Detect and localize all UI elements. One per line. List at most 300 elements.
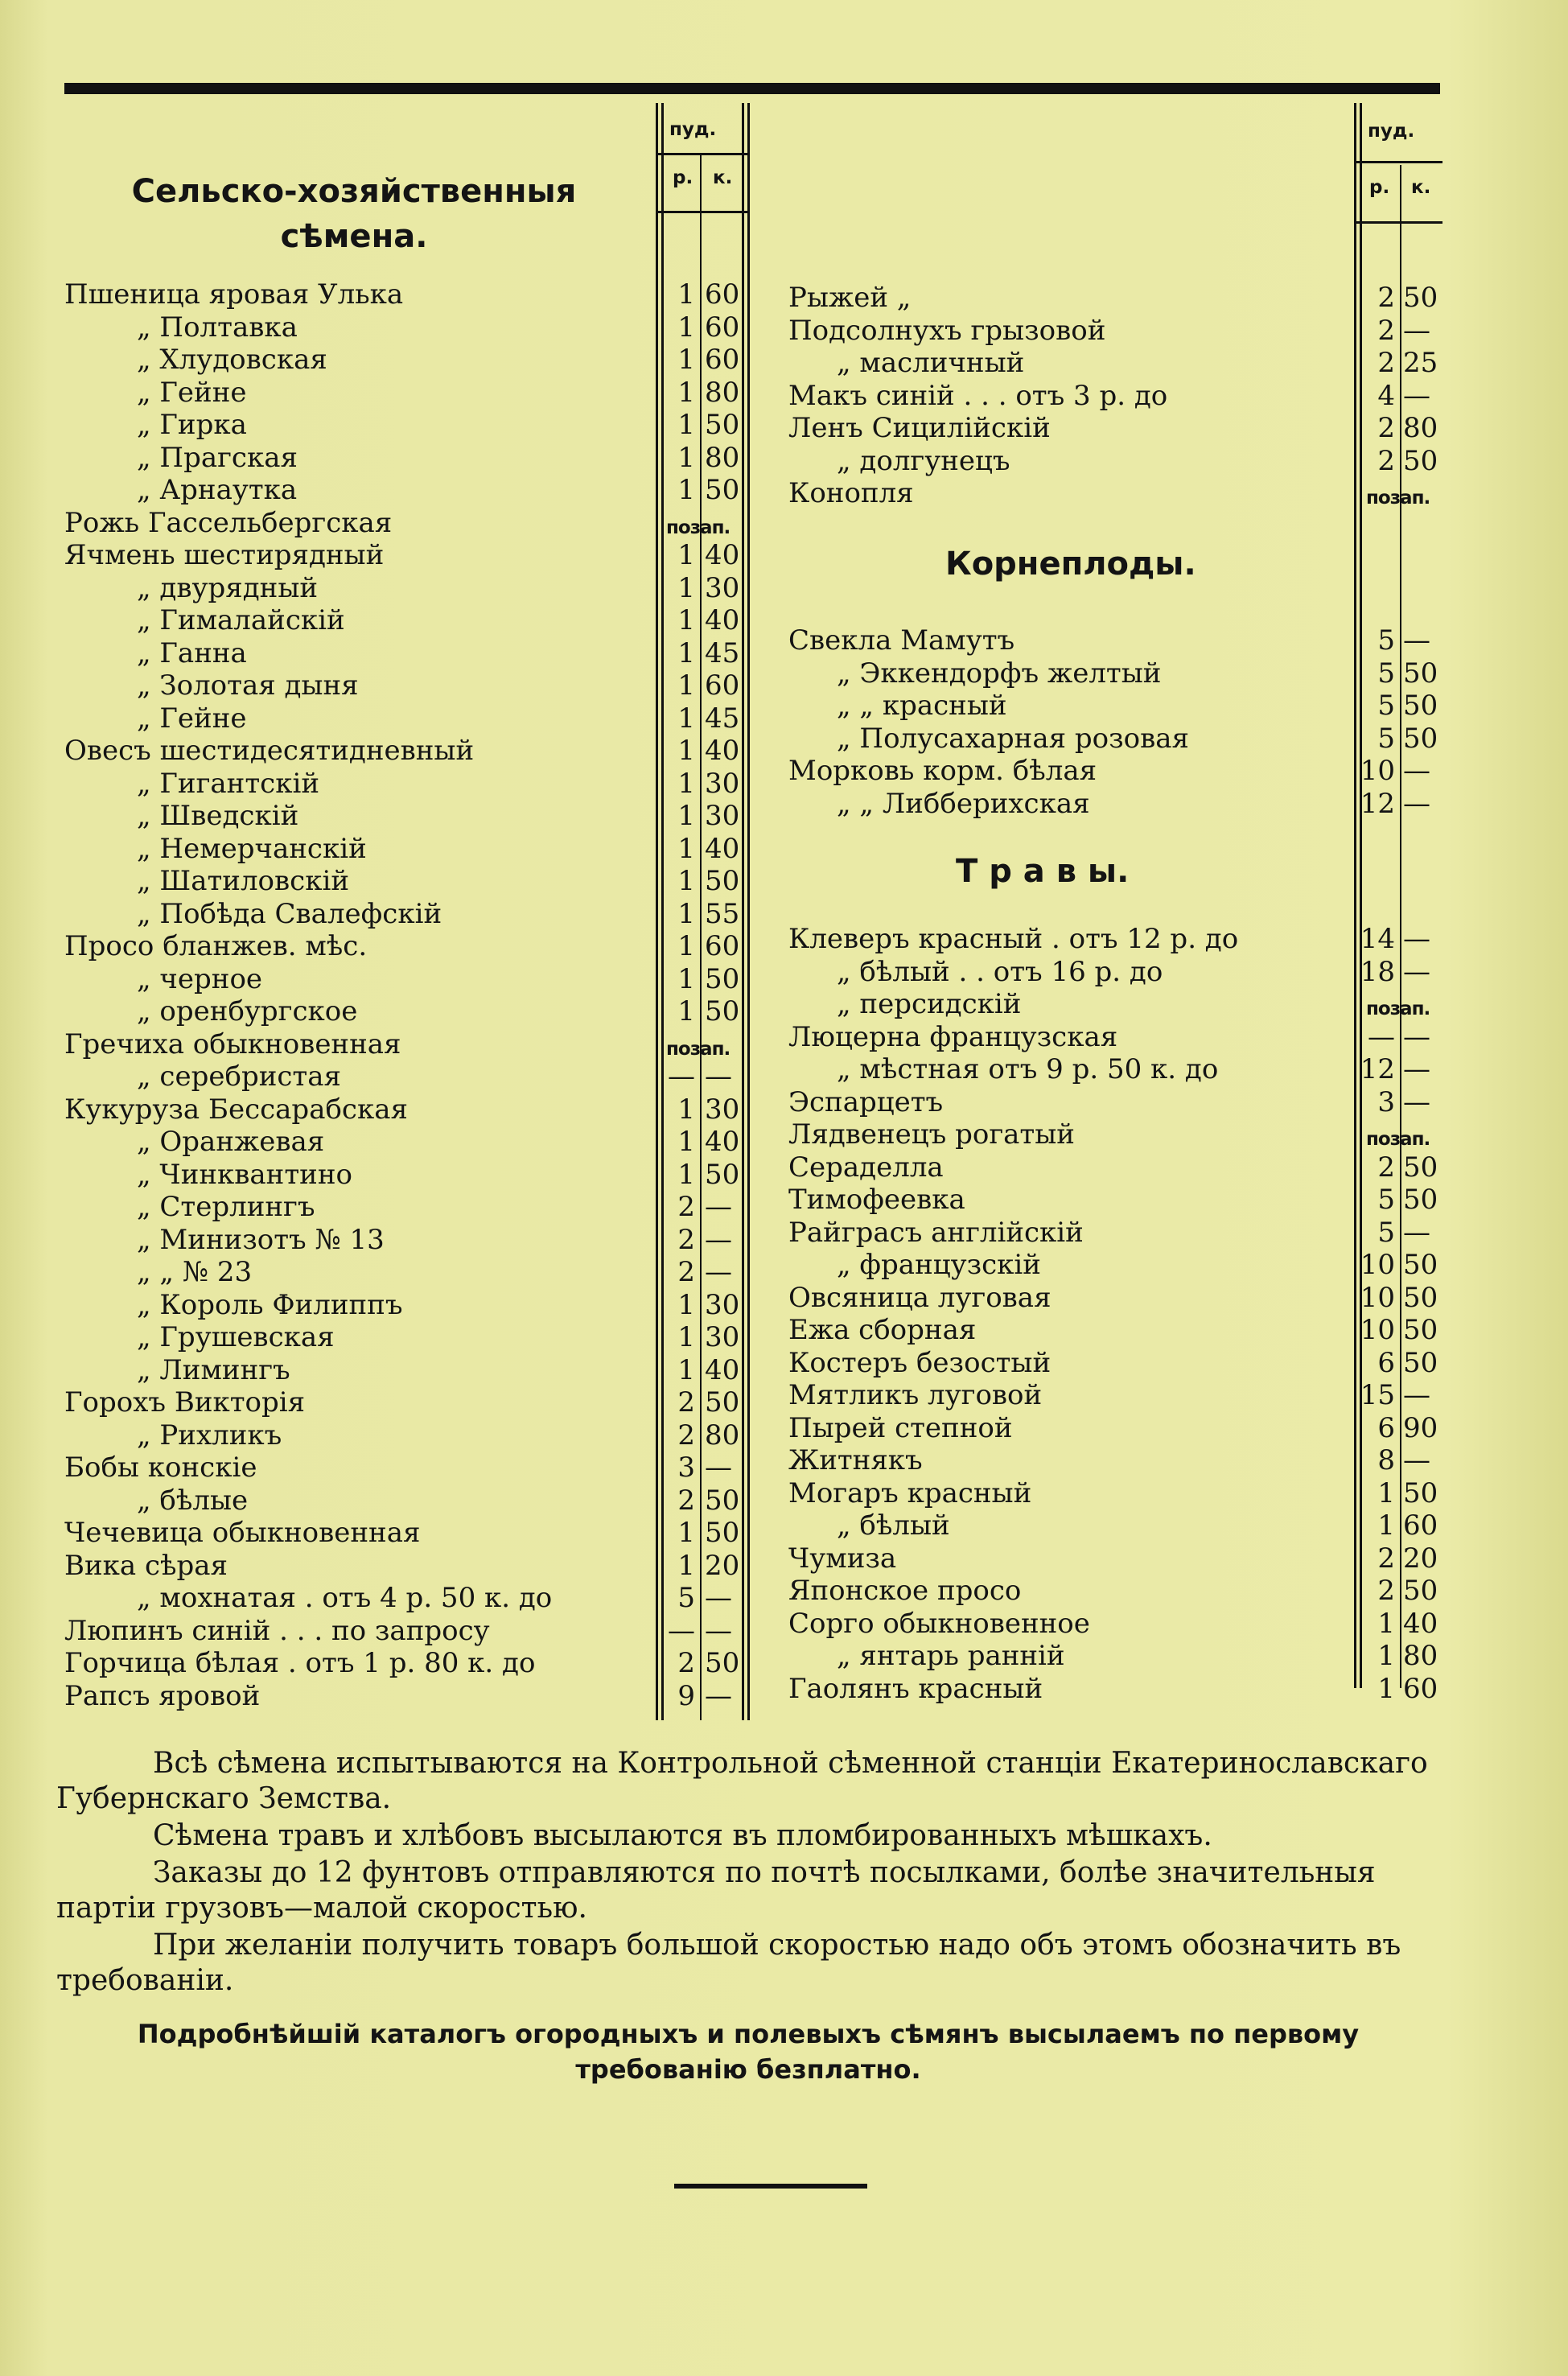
list-item bbox=[64, 637, 756, 670]
price-rubles: 2 bbox=[1377, 412, 1395, 444]
price-rubles: 5 bbox=[1377, 1184, 1395, 1216]
price-rubles: 1 bbox=[1377, 1476, 1395, 1509]
list-item bbox=[788, 1249, 1448, 1282]
price-rubles: 4 bbox=[1377, 379, 1395, 412]
list-item bbox=[788, 690, 1448, 723]
list-item bbox=[788, 347, 1448, 380]
list-item bbox=[64, 442, 756, 475]
item-name: „ „ Либберихская bbox=[837, 787, 1090, 820]
list-item bbox=[788, 282, 1448, 315]
price-kopecks: 50 bbox=[1403, 1151, 1438, 1184]
price-rubles: 1 bbox=[677, 344, 695, 376]
price-kopecks: 20 bbox=[1403, 1542, 1438, 1575]
price-on-request: позап. bbox=[1366, 1129, 1430, 1150]
price-kopecks: 80 bbox=[1403, 1640, 1438, 1672]
item-name: „ Шведскій bbox=[137, 800, 299, 832]
price-rubles: 1 bbox=[677, 767, 695, 800]
price-kopecks: 80 bbox=[1403, 412, 1438, 444]
item-name: Пшеница яровая Улька bbox=[64, 278, 404, 311]
item-name: Райграсъ англійскій bbox=[788, 1216, 1084, 1249]
list-item bbox=[788, 923, 1448, 956]
list-item bbox=[64, 995, 756, 1028]
list-item bbox=[64, 344, 756, 377]
list-item bbox=[64, 865, 756, 898]
price-kopecks: — bbox=[705, 1191, 732, 1223]
list-item bbox=[64, 735, 756, 768]
price-kopecks: 50 bbox=[1403, 444, 1438, 477]
price-rubles: 2 bbox=[677, 1223, 695, 1256]
item-name: Ежа сборная bbox=[788, 1314, 977, 1346]
price-rubles: — bbox=[668, 1060, 695, 1093]
price-kopecks: 50 bbox=[705, 995, 740, 1027]
price-kopecks: — bbox=[1403, 787, 1430, 820]
item-name: „ Стерлингъ bbox=[137, 1191, 315, 1223]
price-rubles: 1 bbox=[677, 962, 695, 995]
price-rubles: 8 bbox=[1377, 1444, 1395, 1476]
price-kopecks: — bbox=[1403, 1216, 1430, 1249]
item-name: Свекла Мамутъ bbox=[788, 624, 1015, 657]
item-name: „ бѣлый . . отъ 16 р. до bbox=[837, 955, 1163, 988]
price-rubles: 2 bbox=[1377, 444, 1395, 477]
right-price-list-roots bbox=[788, 624, 1448, 820]
list-item bbox=[64, 604, 756, 637]
item-name: „ французскій bbox=[837, 1249, 1041, 1281]
price-kopecks: 50 bbox=[705, 1484, 740, 1517]
item-name: Клеверъ красный . отъ 12 р. до bbox=[788, 923, 1239, 955]
list-item bbox=[64, 409, 756, 442]
list-item bbox=[64, 474, 756, 507]
price-kopecks: 45 bbox=[705, 636, 740, 669]
left-rub-header: р. bbox=[673, 167, 693, 188]
price-rubles: — bbox=[1368, 1020, 1395, 1053]
price-kopecks: 50 bbox=[705, 474, 740, 506]
list-item bbox=[788, 1640, 1448, 1673]
price-rubles: 1 bbox=[677, 1517, 695, 1549]
list-item bbox=[64, 1419, 756, 1452]
price-rubles: 1 bbox=[677, 832, 695, 865]
item-name: „ Золотая дыня bbox=[137, 669, 359, 702]
price-kopecks: — bbox=[705, 1582, 732, 1614]
price-kopecks: 40 bbox=[705, 604, 740, 636]
right-header-rule bbox=[1354, 161, 1442, 163]
price-kopecks: — bbox=[1403, 624, 1430, 657]
left-price-list bbox=[64, 278, 756, 1712]
item-name: „ „ № 23 bbox=[137, 1256, 253, 1288]
list-item bbox=[788, 1151, 1448, 1184]
list-item bbox=[788, 1542, 1448, 1575]
list-item bbox=[788, 1086, 1448, 1119]
price-rubles: 1 bbox=[1377, 1672, 1395, 1705]
price-kopecks: 50 bbox=[1403, 1476, 1438, 1509]
price-kopecks: 40 bbox=[705, 1126, 740, 1158]
list-item bbox=[64, 833, 756, 866]
list-item bbox=[788, 1118, 1448, 1151]
price-kopecks: 40 bbox=[705, 1353, 740, 1386]
price-rubles: 2 bbox=[1377, 347, 1395, 379]
item-name: „ Хлудовская bbox=[137, 344, 327, 376]
list-item bbox=[788, 788, 1448, 821]
item-name: Гаолянъ красный bbox=[788, 1672, 1043, 1705]
price-kopecks: 60 bbox=[705, 344, 740, 376]
list-item bbox=[788, 1379, 1448, 1412]
price-kopecks: 50 bbox=[1403, 657, 1438, 690]
list-item bbox=[788, 1053, 1448, 1086]
item-name: Рожь Гассельбергская bbox=[64, 506, 393, 539]
price-rubles: 3 bbox=[677, 1452, 695, 1484]
price-kopecks: 50 bbox=[705, 409, 740, 441]
price-rubles: 18 bbox=[1360, 955, 1395, 988]
item-name: „ Ганна bbox=[137, 636, 247, 669]
price-rubles: 1 bbox=[677, 376, 695, 409]
list-item bbox=[64, 898, 756, 931]
list-item bbox=[64, 507, 756, 540]
price-rubles: 1 bbox=[677, 1288, 695, 1321]
item-name: „ Гималайскій bbox=[137, 604, 345, 636]
note-2: Сѣмена травъ и хлѣбовъ высылаются въ пломбированныхъ мѣшкахъ. bbox=[153, 1819, 1212, 1852]
price-kopecks: 60 bbox=[705, 311, 740, 344]
price-kopecks: 30 bbox=[705, 1093, 740, 1126]
price-kopecks: — bbox=[705, 1060, 732, 1093]
item-name: „ оренбургское bbox=[137, 995, 358, 1027]
price-rubles: 1 bbox=[677, 1353, 695, 1386]
item-name: „ Арнаутка bbox=[137, 474, 298, 506]
item-name: Житнякъ bbox=[788, 1444, 923, 1476]
item-name: Конопля bbox=[788, 477, 914, 509]
price-kopecks: 50 bbox=[1403, 1281, 1438, 1314]
note-3: Заказы до 12 фунтовъ отправляются по почтѣ посылками, болѣе значительныя партіи грузовъ—малой скоростью. bbox=[56, 1856, 1376, 1925]
list-item bbox=[788, 1021, 1448, 1054]
price-kopecks: 50 bbox=[1403, 722, 1438, 755]
price-kopecks: — bbox=[705, 1223, 732, 1256]
left-unit-header: пуд. bbox=[669, 119, 717, 140]
list-item bbox=[788, 624, 1448, 657]
price-kopecks: — bbox=[1403, 379, 1430, 412]
list-item bbox=[64, 278, 756, 311]
list-item bbox=[64, 1126, 756, 1159]
list-item bbox=[788, 657, 1448, 690]
list-item bbox=[64, 311, 756, 344]
item-name: Японское просо bbox=[788, 1575, 1022, 1607]
price-rubles: 2 bbox=[1377, 1575, 1395, 1607]
item-name: Пырей степной bbox=[788, 1411, 1013, 1444]
price-kopecks: — bbox=[1403, 1444, 1430, 1476]
list-item bbox=[788, 1217, 1448, 1250]
list-item bbox=[788, 1575, 1448, 1608]
price-rubles: 1 bbox=[1377, 1640, 1395, 1672]
item-name: Сорго обыкновенное bbox=[788, 1607, 1090, 1640]
price-kopecks: 40 bbox=[705, 735, 740, 767]
list-item bbox=[788, 755, 1448, 788]
item-name: „ долгунецъ bbox=[837, 444, 1010, 477]
item-name: „ Минизотъ № 13 bbox=[137, 1223, 385, 1256]
price-rubles: 1 bbox=[677, 311, 695, 344]
list-item bbox=[788, 1314, 1448, 1347]
price-rubles: 14 bbox=[1360, 923, 1395, 955]
list-item bbox=[788, 1673, 1448, 1706]
price-kopecks: 50 bbox=[705, 1158, 740, 1191]
price-rubles: 1 bbox=[677, 1093, 695, 1126]
price-on-request: позап. bbox=[1366, 999, 1430, 1019]
list-item bbox=[64, 1680, 756, 1713]
item-name: „ янтарь ранній bbox=[837, 1640, 1065, 1672]
price-rubles: 1 bbox=[677, 995, 695, 1027]
item-name: Могаръ красный bbox=[788, 1476, 1032, 1509]
item-name: „ Король Филиппъ bbox=[137, 1288, 403, 1321]
item-name: Овсяница луговая bbox=[788, 1281, 1052, 1314]
price-rubles: 3 bbox=[1377, 1085, 1395, 1118]
price-kopecks: — bbox=[1403, 1020, 1430, 1053]
price-rubles: 5 bbox=[1377, 1216, 1395, 1249]
list-item bbox=[788, 412, 1448, 445]
price-kopecks: — bbox=[1403, 1085, 1430, 1118]
list-item bbox=[64, 768, 756, 801]
list-item bbox=[788, 445, 1448, 478]
item-name: „ Гигантскій bbox=[137, 767, 319, 800]
price-kopecks: 50 bbox=[705, 865, 740, 897]
price-rubles: 2 bbox=[1377, 1151, 1395, 1184]
list-item bbox=[64, 1484, 756, 1517]
list-item bbox=[64, 1354, 756, 1387]
item-name: „ Грушевская bbox=[137, 1321, 335, 1353]
list-item bbox=[64, 1191, 756, 1224]
list-item bbox=[64, 702, 756, 735]
price-rubles: 2 bbox=[677, 1647, 695, 1679]
price-kopecks: — bbox=[1403, 755, 1430, 787]
list-item bbox=[788, 1509, 1448, 1542]
list-item bbox=[788, 988, 1448, 1021]
price-rubles: 1 bbox=[677, 930, 695, 962]
item-name: „ Прагская bbox=[137, 441, 298, 474]
price-rubles: 1 bbox=[677, 702, 695, 735]
price-rubles: 1 bbox=[677, 1549, 695, 1582]
list-item bbox=[64, 1452, 756, 1484]
price-kopecks: 60 bbox=[705, 930, 740, 962]
list-item bbox=[64, 1615, 756, 1648]
left-kop-header: к. bbox=[713, 167, 733, 188]
list-item bbox=[788, 956, 1448, 989]
price-kopecks: 60 bbox=[705, 278, 740, 311]
price-rubles: 1 bbox=[677, 441, 695, 474]
price-rubles: 1 bbox=[677, 735, 695, 767]
price-kopecks: 50 bbox=[1403, 690, 1438, 722]
note-1: Всѣ сѣмена испытываются на Контрольной сѣменной станціи Екатеринославскаго Губернскаго Земства. bbox=[56, 1747, 1428, 1815]
price-kopecks: 50 bbox=[1403, 1346, 1438, 1379]
item-name: Лядвенецъ рогатый bbox=[788, 1118, 1075, 1151]
price-rubles: 9 bbox=[677, 1679, 695, 1712]
item-name: Бобы конскіе bbox=[64, 1452, 257, 1484]
price-rubles: 15 bbox=[1360, 1379, 1395, 1411]
left-header-rule-2 bbox=[656, 211, 748, 213]
price-rubles: 1 bbox=[677, 800, 695, 832]
price-kopecks: 80 bbox=[705, 376, 740, 409]
price-kopecks: — bbox=[1403, 314, 1430, 347]
item-name: Вика сѣрая bbox=[64, 1549, 228, 1582]
price-kopecks: — bbox=[705, 1614, 732, 1647]
price-kopecks: — bbox=[1403, 1379, 1430, 1411]
price-rubles: 10 bbox=[1360, 1281, 1395, 1314]
price-kopecks: 50 bbox=[705, 1517, 740, 1549]
item-name: „ Гейне bbox=[137, 376, 247, 409]
price-rubles: 2 bbox=[1377, 282, 1395, 314]
item-name: Люцерна французская bbox=[788, 1020, 1118, 1053]
list-item bbox=[64, 669, 756, 702]
price-rubles: 2 bbox=[677, 1419, 695, 1452]
price-kopecks: — bbox=[1403, 923, 1430, 955]
item-name: Рыжей „ bbox=[788, 282, 912, 314]
list-item bbox=[64, 1582, 756, 1615]
list-item bbox=[64, 1550, 756, 1583]
price-kopecks: — bbox=[705, 1679, 732, 1712]
item-name: Эспарцетъ bbox=[788, 1085, 944, 1118]
item-name: Рапсъ яровой bbox=[64, 1679, 261, 1712]
price-kopecks: 50 bbox=[705, 1647, 740, 1679]
item-name: Тимофеевка bbox=[788, 1184, 965, 1216]
price-kopecks: — bbox=[1403, 955, 1430, 988]
price-on-request: позап. bbox=[666, 517, 730, 538]
item-name: „ Оранжевая bbox=[137, 1126, 325, 1158]
item-name: „ бѣлые bbox=[137, 1484, 249, 1517]
item-name: Кукуруза Бессарабская bbox=[64, 1093, 408, 1126]
item-name: „ Лимингъ bbox=[137, 1353, 290, 1386]
list-item bbox=[788, 477, 1448, 510]
list-item bbox=[788, 1184, 1448, 1217]
list-item bbox=[64, 963, 756, 996]
item-name: Горохъ Викторія bbox=[64, 1386, 306, 1419]
price-kopecks: 30 bbox=[705, 1321, 740, 1353]
list-item bbox=[64, 1321, 756, 1354]
right-price-list-oilseeds bbox=[788, 282, 1448, 510]
item-name: Чумиза bbox=[788, 1542, 897, 1575]
item-name: „ Гирка bbox=[137, 409, 247, 441]
price-rubles: 1 bbox=[677, 604, 695, 636]
item-name: „ Полтавка bbox=[137, 311, 298, 344]
right-price-list-grasses bbox=[788, 923, 1448, 1705]
price-rubles: 1 bbox=[677, 1321, 695, 1353]
price-kopecks: 80 bbox=[705, 441, 740, 474]
list-item bbox=[64, 1517, 756, 1550]
item-name: Чечевица обыкновенная bbox=[64, 1517, 421, 1549]
list-item bbox=[64, 539, 756, 572]
price-kopecks: 50 bbox=[1403, 282, 1438, 314]
price-rubles: 1 bbox=[1377, 1509, 1395, 1542]
price-rubles: 2 bbox=[1377, 1542, 1395, 1575]
note-4: При желаніи получить товаръ большой скоростью надо объ этомъ обозначить въ требованіи. bbox=[56, 1929, 1401, 1997]
item-name: Гречиха обыкновенная bbox=[64, 1027, 401, 1060]
item-name: Макъ синій . . . отъ 3 р. до bbox=[788, 379, 1168, 412]
price-rubles: 1 bbox=[677, 278, 695, 311]
price-kopecks: 25 bbox=[1403, 347, 1438, 379]
price-rubles: 1 bbox=[677, 636, 695, 669]
right-kop-header: к. bbox=[1411, 177, 1431, 198]
item-name: „ черное bbox=[137, 962, 263, 995]
list-item bbox=[64, 1386, 756, 1419]
price-rubles: 1 bbox=[677, 865, 695, 897]
list-item bbox=[64, 800, 756, 833]
price-kopecks: 50 bbox=[705, 1386, 740, 1419]
price-kopecks: 20 bbox=[705, 1549, 740, 1582]
price-kopecks: 60 bbox=[1403, 1509, 1438, 1542]
top-rule bbox=[64, 83, 1440, 94]
price-rubles: 1 bbox=[677, 474, 695, 506]
list-item bbox=[788, 380, 1448, 413]
price-kopecks: 50 bbox=[1403, 1249, 1438, 1281]
item-name: „ Чинквантино bbox=[137, 1158, 352, 1191]
list-item bbox=[64, 930, 756, 963]
price-kopecks: 40 bbox=[1403, 1607, 1438, 1640]
list-item bbox=[64, 377, 756, 410]
price-kopecks: 55 bbox=[705, 897, 740, 930]
price-rubles: 12 bbox=[1360, 787, 1395, 820]
item-name: „ Рихликъ bbox=[137, 1419, 282, 1452]
price-rubles: 2 bbox=[677, 1386, 695, 1419]
price-kopecks: 50 bbox=[1403, 1184, 1438, 1216]
list-item bbox=[64, 572, 756, 605]
price-on-request: позап. bbox=[666, 1038, 730, 1060]
price-rubles: 1 bbox=[677, 897, 695, 930]
item-name: Горчица бѣлая . отъ 1 р. 80 к. до bbox=[64, 1647, 536, 1679]
price-kopecks: 30 bbox=[705, 800, 740, 832]
item-name: „ двурядный bbox=[137, 571, 319, 604]
price-on-request: позап. bbox=[1366, 488, 1430, 509]
price-rubles: 10 bbox=[1360, 755, 1395, 787]
price-kopecks: 40 bbox=[705, 832, 740, 865]
right-header-rule-2 bbox=[1354, 221, 1442, 224]
item-name: Морковь корм. бѣлая bbox=[788, 755, 1097, 787]
item-name: „ Шатиловскій bbox=[137, 865, 349, 897]
item-name: „ персидскій bbox=[837, 988, 1022, 1020]
item-name: „ Гейне bbox=[137, 702, 247, 735]
price-kopecks: — bbox=[705, 1452, 732, 1484]
price-kopecks: 90 bbox=[1403, 1411, 1438, 1444]
price-rubles: — bbox=[668, 1614, 695, 1647]
list-item bbox=[788, 1282, 1448, 1315]
item-name: Люпинъ синій . . . по запросу bbox=[64, 1614, 490, 1647]
price-kopecks: — bbox=[1403, 1053, 1430, 1085]
bottom-rule bbox=[674, 2184, 867, 2189]
item-name: „ серебристая bbox=[137, 1060, 341, 1093]
grass-section-title: Т р а в ы. bbox=[956, 853, 1130, 890]
price-rubles: 2 bbox=[677, 1256, 695, 1288]
list-item bbox=[64, 1256, 756, 1289]
price-kopecks: 45 bbox=[705, 702, 740, 735]
price-rubles: 1 bbox=[677, 1126, 695, 1158]
price-kopecks: 30 bbox=[705, 1288, 740, 1321]
price-rubles: 12 bbox=[1360, 1053, 1395, 1085]
item-name: „ Полусахарная розовая bbox=[837, 722, 1189, 755]
price-rubles: 1 bbox=[677, 1158, 695, 1191]
list-item bbox=[788, 1477, 1448, 1510]
left-header-rule bbox=[656, 153, 748, 155]
price-kopecks: 40 bbox=[705, 539, 740, 571]
price-rubles: 5 bbox=[1377, 657, 1395, 690]
list-item bbox=[788, 1608, 1448, 1641]
list-item bbox=[788, 723, 1448, 756]
footer-bold-note: Подробнѣйшій каталогъ огородныхъ и полевыхъ сѣмянъ высылаемъ по первому требованію безплатно. bbox=[137, 2019, 1360, 2085]
price-rubles: 1 bbox=[677, 669, 695, 702]
item-name: Сераделла bbox=[788, 1151, 944, 1184]
price-rubles: 1 bbox=[677, 571, 695, 604]
item-name: Подсолнухъ грызовой bbox=[788, 314, 1106, 347]
price-rubles: 10 bbox=[1360, 1314, 1395, 1346]
item-name: Просо бланжев. мѣс. bbox=[64, 930, 368, 962]
item-name: Ячмень шестирядный bbox=[64, 539, 385, 571]
item-name: „ Побѣда Свалефскій bbox=[137, 897, 442, 930]
item-name: „ масличный bbox=[837, 347, 1025, 379]
price-rubles: 2 bbox=[677, 1484, 695, 1517]
price-rubles: 5 bbox=[1377, 722, 1395, 755]
price-kopecks: 50 bbox=[705, 962, 740, 995]
price-kopecks: — bbox=[705, 1256, 732, 1288]
